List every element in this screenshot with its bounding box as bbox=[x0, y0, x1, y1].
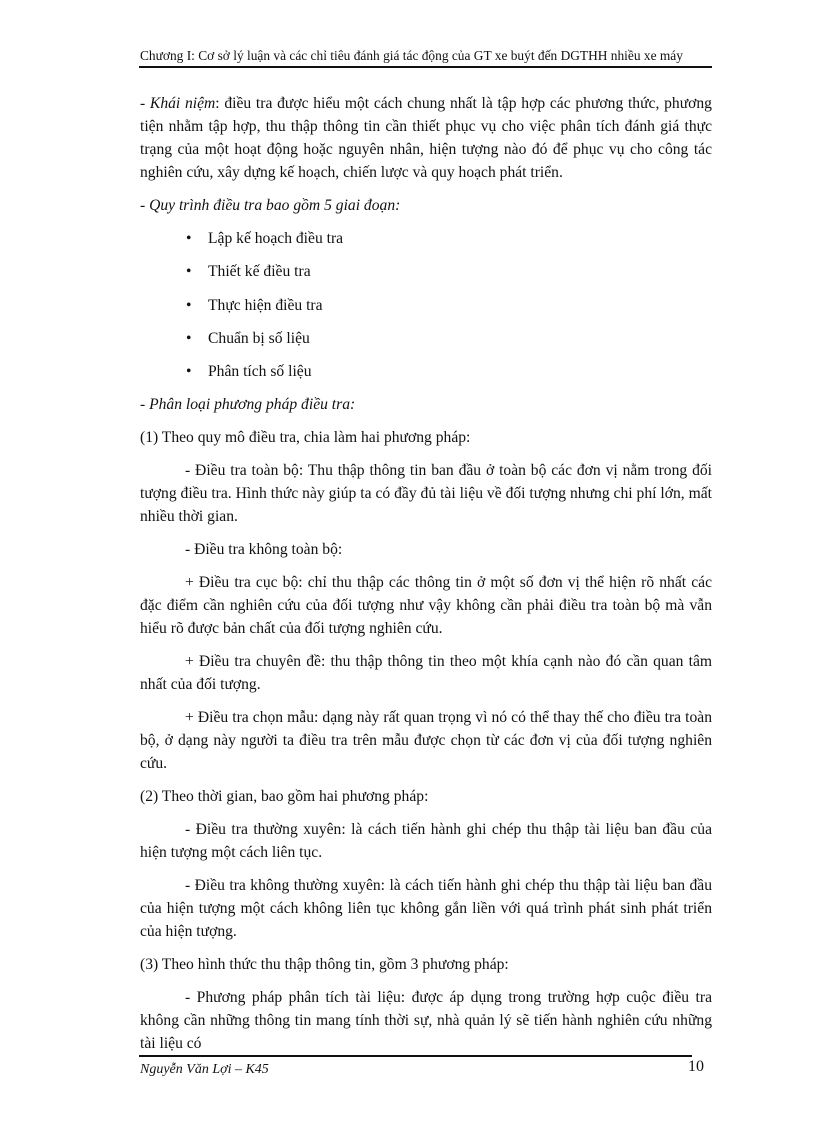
bullet-icon: • bbox=[186, 363, 192, 381]
header-rule bbox=[139, 66, 712, 68]
step-label: Thực hiện điều tra bbox=[208, 296, 323, 314]
local-survey-paragraph: + Điều tra cục bộ: chỉ thu thập các thông tin ở một số đơn vị thể hiện rõ nhất các đặc điểm cần nghiên cứu của đối tượng như vậy không cần phải điều tra toàn bộ mà vẫn hiểu rõ được bản chất của đối tượng nghiên cứu. bbox=[140, 574, 712, 638]
step-label: Chuẩn bị số liệu bbox=[208, 329, 310, 347]
step-label: Phân tích số liệu bbox=[208, 363, 312, 381]
topical-survey-paragraph: + Điều tra chuyên đề: thu thập thông tin theo một khía cạnh nào đó cần quan tâm nhất của đối tượng. bbox=[140, 653, 712, 694]
bullet-icon: • bbox=[186, 263, 192, 281]
footer-author: Nguyễn Văn Lợi – K45 bbox=[140, 1062, 269, 1077]
list-item bbox=[140, 360, 712, 383]
page-number: 10 bbox=[688, 1058, 704, 1075]
step-label: Thiết kế điều tra bbox=[208, 263, 311, 281]
regular-survey-paragraph: - Điều tra thường xuyên: là cách tiến hành ghi chép thu thập tài liệu ban đầu của hiện tượng một cách liên tục. bbox=[140, 821, 712, 862]
list-item bbox=[140, 227, 712, 250]
bullet-icon: • bbox=[186, 296, 192, 314]
list-item bbox=[140, 294, 712, 317]
full-survey-paragraph: - Điều tra toàn bộ: Thu thập thông tin ban đầu ở toàn bộ các đơn vị nằm trong đối tượng điều tra. Hình thức này giúp ta có đầy đủ tài liệu về đối tượng nhưng chi phí lớn, mất nhiều thời gian. bbox=[140, 462, 712, 526]
document-analysis-paragraph: - Phương pháp phân tích tài liệu: được áp dụng trong trường hợp cuộc điều tra không cần những thông tin mang tính thời sự, nhà quản lý sẽ tiến hành nghiên cứu những tài liệu có bbox=[140, 989, 712, 1053]
bullet-icon: • bbox=[186, 329, 192, 347]
sample-survey-paragraph: + Điều tra chọn mẫu: dạng này rất quan trọng vì nó có thể thay thế cho điều tra toàn bộ, ở dạng này người ta điều tra trên mẫu được chọn từ các đơn vị của đối tượng nghiên cứu. bbox=[140, 709, 712, 773]
partial-survey-paragraph: - Điều tra không toàn bộ: bbox=[185, 541, 343, 559]
concept-label: - Khái niệm bbox=[140, 95, 216, 112]
page-header: Chương I: Cơ sở lý luận và các chỉ tiêu đánh giá tác động của GT xe buýt đến DGTHH nhiều xe máy bbox=[140, 48, 683, 63]
bullet-icon: • bbox=[186, 230, 192, 247]
time-title: (2) Theo thời gian, bao gồm hai phương pháp: bbox=[140, 788, 429, 806]
process-steps-list bbox=[140, 227, 712, 383]
footer-rule bbox=[139, 1055, 692, 1057]
irregular-survey-paragraph: - Điều tra không thường xuyên: là cách tiến hành ghi chép thu thập tài liệu ban đầu của hiện tượng một cách không liên tục không gắn liền với quá trình phát sinh phát triển của hiện tượng. bbox=[140, 877, 712, 941]
step-label: Lập kế hoạch điều tra bbox=[208, 230, 344, 247]
page-content bbox=[140, 92, 712, 1065]
form-title: (3) Theo hình thức thu thập thông tin, gồm 3 phương pháp: bbox=[140, 956, 509, 974]
list-item bbox=[140, 327, 712, 350]
classification-heading: - Phân loại phương pháp điều tra: bbox=[140, 396, 356, 414]
concept-text: : điều tra được hiểu một cách chung nhất là tập hợp các phương thức, phương tiện nhằm tập hợp, thu thập thông tin cần thiết phục vụ cho việc phân tích đánh giá thực trạng của một hoạt động hoặc nguyên nhân, hiện tượng nào đó để phục vụ cho công tác nghiên cứu, xây dựng kế hoạch, chiến lược và quy hoạch phát triển. bbox=[140, 95, 712, 181]
scale-title: (1) Theo quy mô điều tra, chia làm hai phương pháp: bbox=[140, 429, 471, 447]
list-item bbox=[140, 260, 712, 283]
concept-paragraph bbox=[140, 92, 712, 184]
process-heading: - Quy trình điều tra bao gồm 5 giai đoạn: bbox=[140, 197, 401, 214]
